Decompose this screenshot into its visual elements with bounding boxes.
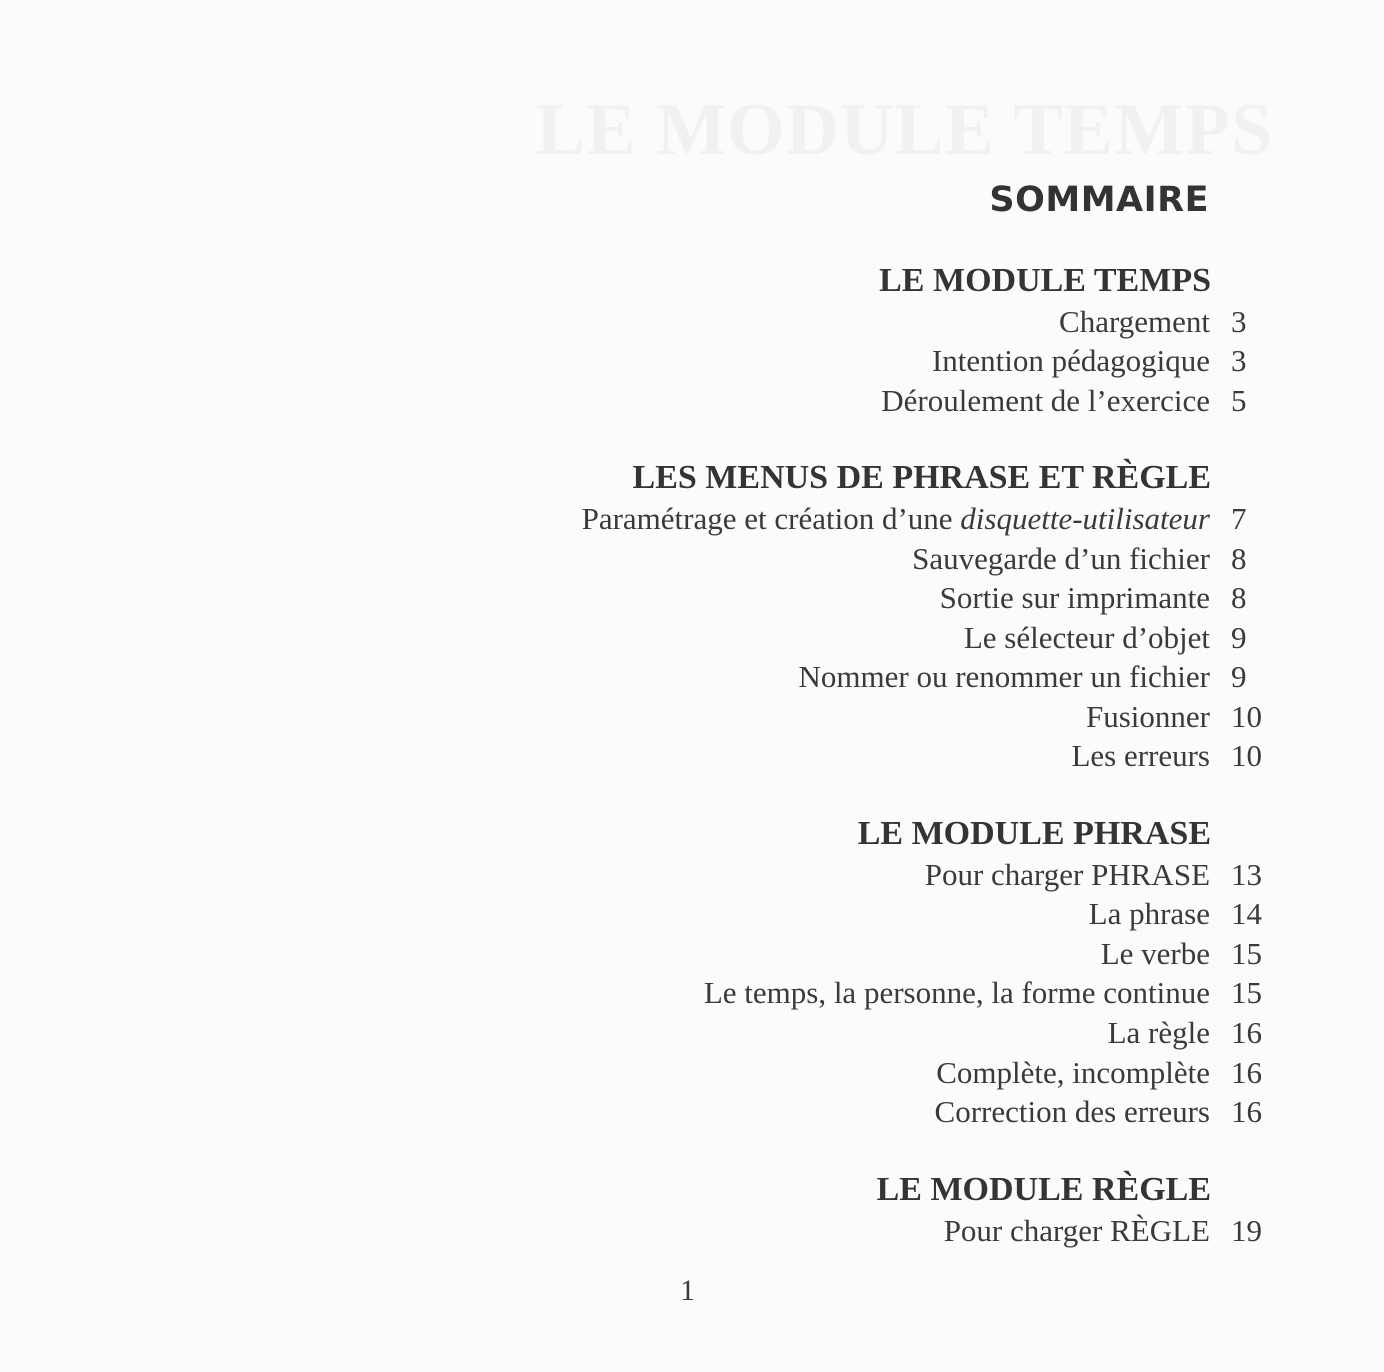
toc-entry <box>0 304 1384 344</box>
toc-entry-page: 13 <box>1231 857 1262 892</box>
toc-entry <box>0 659 1384 699</box>
toc-entry <box>0 936 1384 976</box>
toc-entry-page: 3 <box>1231 304 1247 339</box>
toc-entry-page: 8 <box>1231 580 1247 615</box>
toc-entry-title: Pour charger RÈGLE <box>943 1213 1210 1248</box>
toc-entry <box>0 501 1384 541</box>
toc-entry-title: Pour charger PHRASE <box>924 857 1210 892</box>
ghost-title: LE MODULE TEMPS <box>536 89 1274 171</box>
toc-entry <box>0 1094 1384 1134</box>
toc-entry <box>0 975 1384 1015</box>
toc-entry-title: Fusionner <box>1086 699 1210 734</box>
toc-entry <box>0 896 1384 936</box>
toc-entry-page: 10 <box>1231 699 1262 734</box>
toc-entry-title: Le verbe <box>1100 936 1210 971</box>
toc-entry <box>0 541 1384 581</box>
toc-entry-page: 8 <box>1231 541 1247 576</box>
toc-entry-title: Sortie sur imprimante <box>939 580 1210 615</box>
section-heading-module-regle: LE MODULE RÈGLE <box>876 1171 1211 1208</box>
toc-entry-title: Le temps, la personne, la forme continue <box>703 975 1210 1010</box>
toc-entry-page: 15 <box>1231 975 1262 1010</box>
toc-entry <box>0 620 1384 660</box>
section-heading-module-phrase: LE MODULE PHRASE <box>857 815 1211 852</box>
toc-entry-title: Nommer ou renommer un fichier <box>798 659 1210 694</box>
sommaire-heading: SOMMAIRE <box>989 180 1209 220</box>
toc-entry-page: 10 <box>1231 738 1262 773</box>
toc-entry-title: Complète, incomplète <box>936 1055 1210 1090</box>
toc-entry-title: Chargement <box>1059 304 1210 339</box>
toc-entry-title-italic: disquette-utilisateur <box>960 501 1210 536</box>
toc-entry-page: 7 <box>1231 501 1247 536</box>
toc-entry-page: 5 <box>1231 383 1247 418</box>
toc-entry-title: Le sélecteur d’objet <box>963 620 1210 655</box>
toc-entry-page: 15 <box>1231 936 1262 971</box>
page-number: 1 <box>680 1274 695 1307</box>
toc-entry <box>0 699 1384 739</box>
toc-entry-page: 9 <box>1231 659 1247 694</box>
toc-entry-title: Déroulement de l’exercice <box>881 383 1210 418</box>
toc-entry-page: 3 <box>1231 343 1247 378</box>
toc-entry-page: 16 <box>1231 1094 1262 1129</box>
toc-entry <box>0 580 1384 620</box>
toc-entry-title <box>582 501 1210 537</box>
toc-entry-page: 14 <box>1231 896 1262 931</box>
toc-entry <box>0 383 1384 423</box>
toc-entry <box>0 1213 1384 1253</box>
section-heading-module-temps: LE MODULE TEMPS <box>879 262 1211 299</box>
toc-entry-page: 19 <box>1231 1213 1262 1248</box>
section-heading-menus: LES MENUS DE PHRASE ET RÈGLE <box>632 459 1211 496</box>
toc-entry <box>0 343 1384 383</box>
toc-entry-title: La règle <box>1107 1015 1210 1050</box>
toc-entry <box>0 1015 1384 1055</box>
toc-entry-page: 16 <box>1231 1055 1262 1090</box>
toc-entry-title-roman: Paramétrage et création d’une <box>581 501 961 536</box>
toc-entry-title: Sauvegarde d’un fichier <box>912 541 1210 576</box>
toc-entry-title: Intention pédagogique <box>931 343 1210 378</box>
toc-entry-title: Correction des erreurs <box>934 1094 1210 1129</box>
toc-entry-title: Les erreurs <box>1071 738 1210 773</box>
toc-entry-title: La phrase <box>1088 896 1210 931</box>
toc-entry-page: 9 <box>1231 620 1247 655</box>
toc-entry <box>0 738 1384 778</box>
toc-entry <box>0 1055 1384 1095</box>
toc-entry-page: 16 <box>1231 1015 1262 1050</box>
toc-entry <box>0 857 1384 897</box>
